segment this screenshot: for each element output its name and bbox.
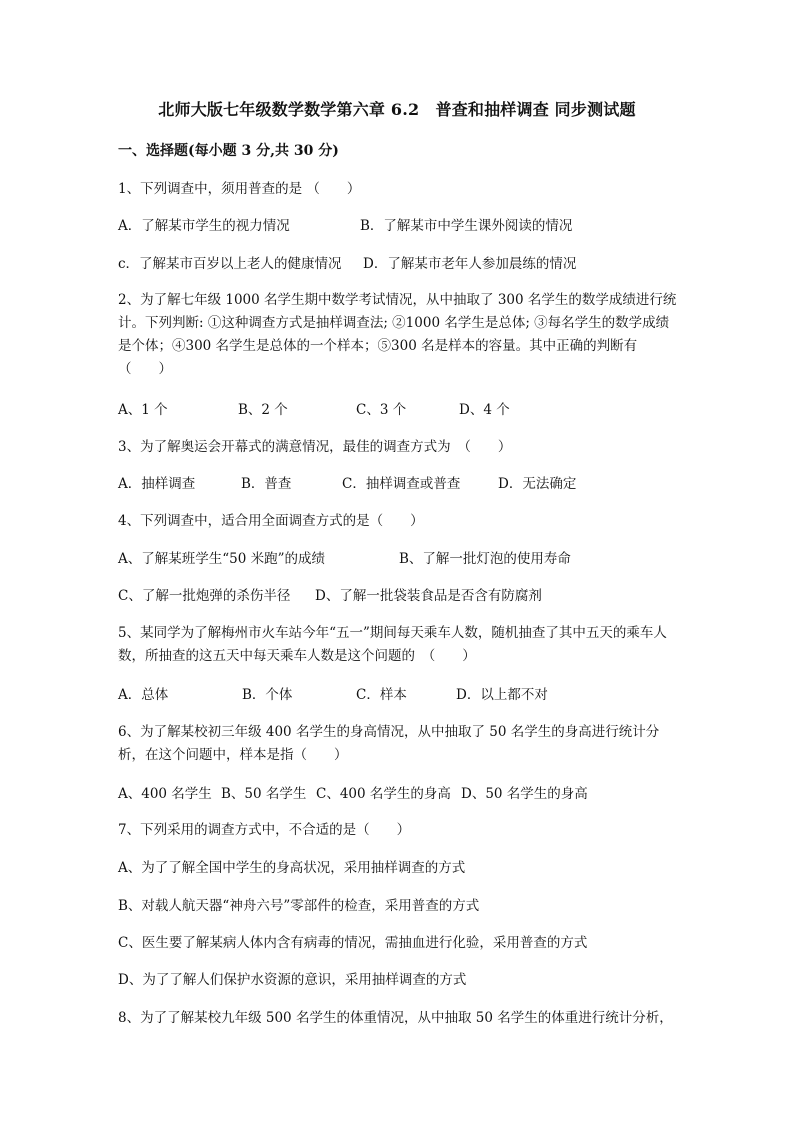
question-6-option-a: A、400 名学生	[118, 786, 212, 802]
question-3-stem: 3、为了解奥运会开幕式的满意情况，最佳的调查方式为 （ ）	[118, 439, 512, 455]
question-5-option-a: A．总体	[118, 687, 169, 703]
question-2-option-b: B、2 个	[238, 402, 288, 418]
question-5-stem: 5、某同学为了解梅州市火车站今年“五一”期间每天乘车人数，随机抽查了其中五天的乘车人数，所抽查的这五天中每天乘车人数是这个问题的 （ ）	[118, 625, 667, 664]
question-8-stem: 8、为了了解某校九年级 500 名学生的体重情况，从中抽取 50 名学生的体重进行统计分析，	[118, 1010, 673, 1026]
question-4-option-b: B、了解一批灯泡的使用寿命	[399, 551, 571, 567]
question-6-stem: 6、为了解某校初三年级 400 名学生的身高情况，从中抽取了 50 名学生的身高进行统计分析，在这个问题中，样本是指（ ）	[118, 724, 660, 763]
question-7-stem: 7、下列采用的调查方式中，不合适的是（ ）	[118, 822, 411, 838]
question-5-option-b: B．个体	[242, 687, 293, 703]
question-2-option-d: D、4 个	[459, 402, 510, 418]
question-3-option-b: B．普查	[241, 476, 292, 492]
question-1-stem: 1、下列调查中，须用普查的是 （ ）	[118, 181, 361, 197]
section-heading: 一、选择题(每小题 3 分,共 30 分)	[118, 143, 339, 159]
question-4-stem: 4、下列调查中，适合用全面调查方式的是（ ）	[118, 513, 424, 529]
question-1-option-a: A．了解某市学生的视力情况	[118, 218, 290, 234]
question-4-option-c: C、了解一批炮弹的杀伤半径	[118, 588, 291, 604]
question-2-option-c: C、3 个	[356, 402, 407, 418]
question-7-option-d: D、为了了解人们保护水资源的意识，采用抽样调查的方式	[118, 972, 467, 988]
question-2-option-a: A、1 个	[118, 402, 168, 418]
document-title: 北师大版七年级数学数学第六章 6.2 普查和抽样调查 同步测试题	[158, 100, 636, 119]
question-7-option-b: B、对载人航天器“神舟六号”零部件的检查，采用普查的方式	[118, 898, 480, 914]
question-2-stem: 2、为了解七年级 1000 名学生期中数学考试情况，从中抽取了 300 名学生的数学成绩进行统计。下列判断: ①这种调查方式是抽样调查法; ②1000 名学生是总体; ③每名学生的数学成绩是个体；④300 名学生是总体的一个样本；⑤300 名是样本的容量。其中正确的判断有（ ）	[118, 292, 677, 377]
question-4-option-a: A、了解某班学生“50 米跑”的成绩	[118, 551, 326, 567]
question-1-option-d: D．了解某市老年人参加晨练的情况	[363, 256, 577, 272]
question-4-option-d: D、了解一批袋装食品是否含有防腐剂	[315, 588, 542, 604]
question-6-option-c: C、400 名学生的身高	[316, 786, 451, 802]
question-3-option-d: D．无法确定	[498, 476, 577, 492]
question-7-option-a: A、为了了解全国中学生的身高状况，采用抽样调查的方式	[118, 860, 466, 876]
question-3-option-a: A．抽样调查	[118, 476, 196, 492]
question-6-option-d: D、50 名学生的身高	[461, 786, 588, 802]
question-3-option-c: C．抽样调查或普查	[342, 476, 461, 492]
question-1-option-b: B．了解某市中学生课外阅读的情况	[360, 218, 573, 234]
question-6-option-b: B、50 名学生	[221, 786, 307, 802]
question-5-option-d: D．以上都不对	[456, 687, 548, 703]
question-7-option-c: C、医生要了解某病人体内含有病毒的情况，需抽血进行化验，采用普查的方式	[118, 935, 588, 951]
question-1-option-c: c．了解某市百岁以上老人的健康情况	[118, 256, 342, 272]
question-5-option-c: C．样本	[356, 687, 407, 703]
